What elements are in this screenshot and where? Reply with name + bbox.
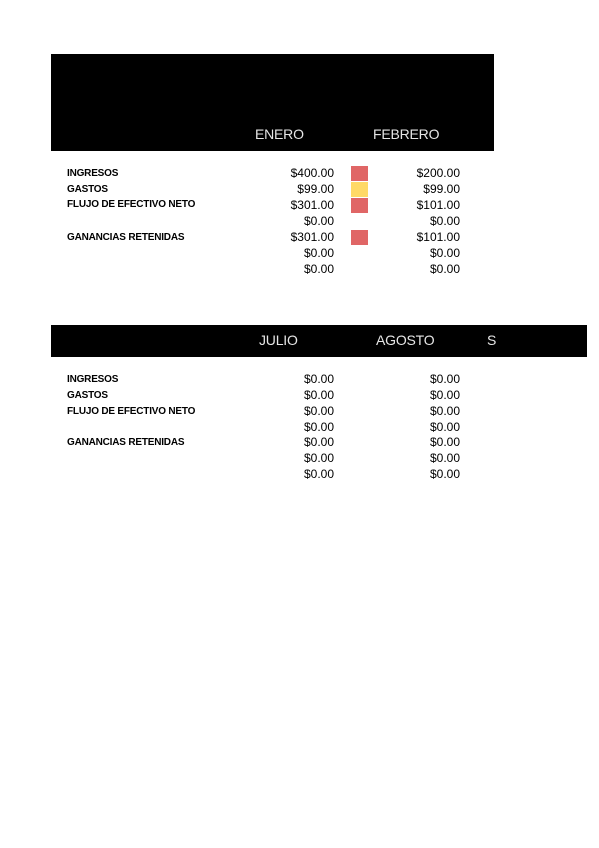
month-header-febrero: FEBRERO: [373, 126, 440, 142]
julio-extra-value-1: $0.00: [303, 451, 334, 465]
label-gastos: GASTOS: [67, 184, 108, 195]
julio-gastos-value: $0.00: [303, 388, 334, 402]
febrero-blank-value: $0.00: [429, 214, 460, 228]
febrero-gastos-value: $99.00: [423, 182, 460, 196]
febrero-extra-value-2: $0.00: [429, 262, 460, 276]
febrero-ganancias-value: $101.00: [416, 230, 460, 244]
label-flujo-neto: FLUJO DE EFECTIVO NETO: [67, 199, 196, 210]
julio-ingresos-value: $0.00: [303, 372, 334, 386]
enero-ingresos-value: $400.00: [290, 166, 334, 180]
febrero-extra-value-1: $0.00: [429, 246, 460, 260]
julio-ganancias-value: $0.00: [303, 435, 334, 449]
month-header-truncated: S: [487, 332, 497, 348]
label-ingresos-2: INGRESOS: [67, 374, 119, 385]
label-flujo-neto-2: FLUJO DE EFECTIVO NETO: [67, 406, 196, 417]
julio-extra-value-2: $0.00: [303, 467, 334, 481]
agosto-blank-value: $0.00: [429, 420, 460, 434]
febrero-flujo-value: $101.00: [416, 198, 460, 212]
julio-blank-value: $0.00: [303, 420, 334, 434]
agosto-extra-value-1: $0.00: [429, 451, 460, 465]
ganancias-status-indicator: [351, 230, 368, 245]
month-header-julio: JULIO: [259, 332, 298, 348]
enero-extra-value-2: $0.00: [303, 262, 334, 276]
header-band-2: [51, 325, 587, 357]
ingresos-status-indicator: [351, 166, 368, 181]
label-ganancias-retenidas-2: GANANCIAS RETENIDAS: [67, 437, 185, 448]
agosto-flujo-value: $0.00: [429, 404, 460, 418]
label-gastos-2: GASTOS: [67, 390, 108, 401]
label-ingresos: INGRESOS: [67, 168, 119, 179]
julio-flujo-value: $0.00: [303, 404, 334, 418]
enero-gastos-value: $99.00: [297, 182, 334, 196]
agosto-extra-value-2: $0.00: [429, 467, 460, 481]
febrero-ingresos-value: $200.00: [416, 166, 460, 180]
gastos-status-indicator: [351, 182, 368, 197]
agosto-gastos-value: $0.00: [429, 388, 460, 402]
month-header-agosto: AGOSTO: [376, 332, 435, 348]
enero-flujo-value: $301.00: [290, 198, 334, 212]
agosto-ingresos-value: $0.00: [429, 372, 460, 386]
label-ganancias-retenidas: GANANCIAS RETENIDAS: [67, 232, 185, 243]
enero-extra-value-1: $0.00: [303, 246, 334, 260]
enero-blank-value: $0.00: [303, 214, 334, 228]
enero-ganancias-value: $301.00: [290, 230, 334, 244]
flujo-status-indicator: [351, 198, 368, 213]
month-header-enero: ENERO: [255, 126, 304, 142]
agosto-ganancias-value: $0.00: [429, 435, 460, 449]
